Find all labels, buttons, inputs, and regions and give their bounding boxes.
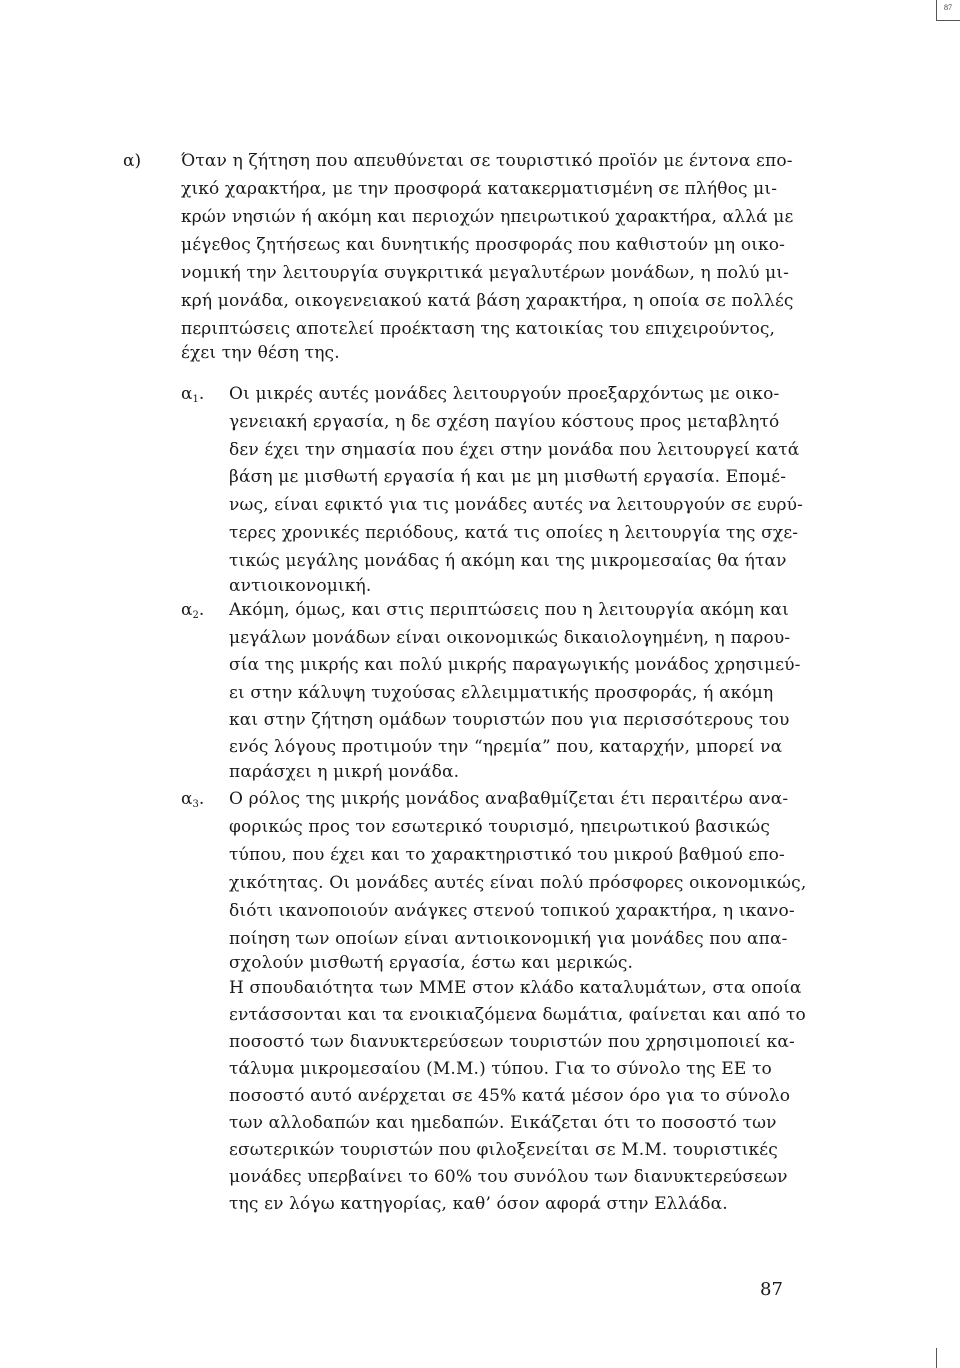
paragraph-line: μονάδες υπερβαίνει το 60% του συνόλου των διανυκτερεύσεων (229, 1167, 788, 1187)
subsection-marker-a3: $\alpha_3$. (181, 789, 205, 810)
crop-mark-bottom (936, 1348, 937, 1368)
paragraph-line: τύπου, που έχει και το χαρακτηριστικό του μικρού βαθμού επο- (229, 845, 785, 865)
paragraph-line: φορικώς προς τον εσωτερικό τουρισμό, ηπειρωτικού βασικώς (229, 817, 770, 837)
paragraph-line: σχολούν μισθωτή εργασία, έστω και μερικώς. (229, 953, 634, 973)
page-number: 87 (760, 1279, 783, 1300)
paragraph-line: αντιοικονομική. (229, 576, 372, 596)
section-marker: α) (123, 151, 142, 171)
paragraph-line: εντάσσονται και τα ενοικιαζόμενα δωμάτια, φαίνεται και από το (229, 1005, 806, 1025)
paragraph-line: χικό χαρακτήρα, με την προσφορά κατακερματισμένη σε πλήθος μι- (181, 179, 778, 199)
paragraph-line: νως, είναι εφικτό για τις μονάδες αυτές να λειτουργούν σε ευρύ- (229, 495, 804, 515)
paragraph-line: κρή μονάδα, οικογενειακού κατά βάση χαρακτήρα, η οποία σε πολλές (181, 291, 794, 311)
paragraph-line: σία της μικρής και πολύ μικρής παραγωγικής μονάδος χρησιμεύ- (229, 655, 801, 675)
subsection-marker-a1: $\alpha_1$. (181, 384, 205, 405)
paragraph-line: Οι μικρές αυτές μονάδες λειτουργούν προεξαρχόντως με οικο- (229, 384, 780, 404)
paragraph-line: βάση με μισθωτή εργασία ή και με μη μισθωτή εργασία. Επομέ- (229, 467, 787, 487)
paragraph-line: εσωτερικών τουριστών που φιλοξενείται σε Μ.Μ. τουριστικές (229, 1140, 778, 1160)
paragraph-line: χικότητας. Οι μονάδες αυτές είναι πολύ πρόσφορες οικονομικώς, (229, 873, 807, 893)
subsection-marker-a2: $\alpha_2$. (181, 600, 205, 621)
paragraph-line: Η σπουδαιότητα των ΜΜΕ στον κλάδο καταλυμάτων, στα οποία (229, 978, 802, 998)
paragraph-line: τερες χρονικές περιόδους, κατά τις οποίες η λειτουργία της σχε- (229, 523, 799, 543)
paragraph-line: Ο ρόλος της μικρής μονάδος αναβαθμίζεται έτι περαιτέρω ανα- (229, 789, 789, 809)
paragraph-line: Ακόμη, όμως, και στις περιπτώσεις που η λειτουργία ακόμη και (229, 600, 789, 620)
paragraph-line: ποσοστό αυτό ανέρχεται σε 45% κατά μέσον όρο για το σύνολο (229, 1086, 791, 1106)
paragraph-line: μέγεθος ζητήσεως και δυνητικής προσφοράς που καθιστούν μη οικο- (181, 235, 786, 255)
paragraph-line: ει στην κάλυψη τυχούσας ελλειμματικής προσφοράς, ή ακόμη (229, 683, 774, 703)
paragraph-line: ποίηση των οποίων είναι αντιοικονομική για μονάδες που απα- (229, 929, 788, 949)
paragraph-line: τάλυμα μικρομεσαίου (Μ.Μ.) τύπου. Για το σύνολο της ΕΕ το (229, 1059, 772, 1079)
paragraph-line: δεν έχει την σημασία που έχει στην μονάδα που λειτουργεί κατά (229, 440, 800, 460)
paragraph-line: παράσχει η μικρή μονάδα. (229, 762, 460, 782)
paragraph-line: περιπτώσεις αποτελεί προέκταση της κατοικίας του επιχειρούντος, (181, 319, 776, 339)
paragraph-line: τικώς μεγάλης μονάδας ή ακόμη και της μικρομεσαίας θα ήταν (229, 551, 787, 571)
paragraph-line: ποσοστό των διανυκτερεύσεων τουριστών που χρησιμοποιεί κα- (229, 1032, 795, 1052)
header-page-number: 87 (944, 3, 952, 12)
paragraph-line: γενειακή εργασία, η δε σχέση παγίου κόστους προς μεταβλητό (229, 412, 780, 432)
paragraph-line: των αλλοδαπών και ημεδαπών. Εικάζεται ότι το ποσοστό των (229, 1113, 777, 1133)
paragraph-line: και στην ζήτηση ομάδων τουριστών που για περισσότερους του (229, 710, 790, 730)
paragraph-line: της εν λόγω κατηγορίας, καθ’ όσον αφορά στην Ελλάδα. (229, 1194, 728, 1214)
paragraph-line: διότι ικανοποιούν ανάγκες στενού τοπικού χαρακτήρα, η ικανο- (229, 901, 795, 921)
paragraph-line: έχει την θέση της. (181, 343, 340, 363)
paragraph-line: Όταν η ζήτηση που απευθύνεται σε τουριστικό προϊόν με έντονα επο- (181, 151, 793, 171)
paragraph-line: νομική την λειτουργία συγκριτικά μεγαλυτέρων μονάδων, η πολύ μι- (181, 263, 790, 283)
paragraph-line: μεγάλων μονάδων είναι οικονομικώς δικαιολογημένη, η παρου- (229, 628, 791, 648)
paragraph-line: κρών νησιών ή ακόμη και περιοχών ηπειρωτικού χαρακτήρα, αλλά με (181, 207, 794, 227)
paragraph-line: ενός λόγους προτιμούν την “ηρεμία” που, καταρχήν, μπορεί να (229, 737, 783, 757)
